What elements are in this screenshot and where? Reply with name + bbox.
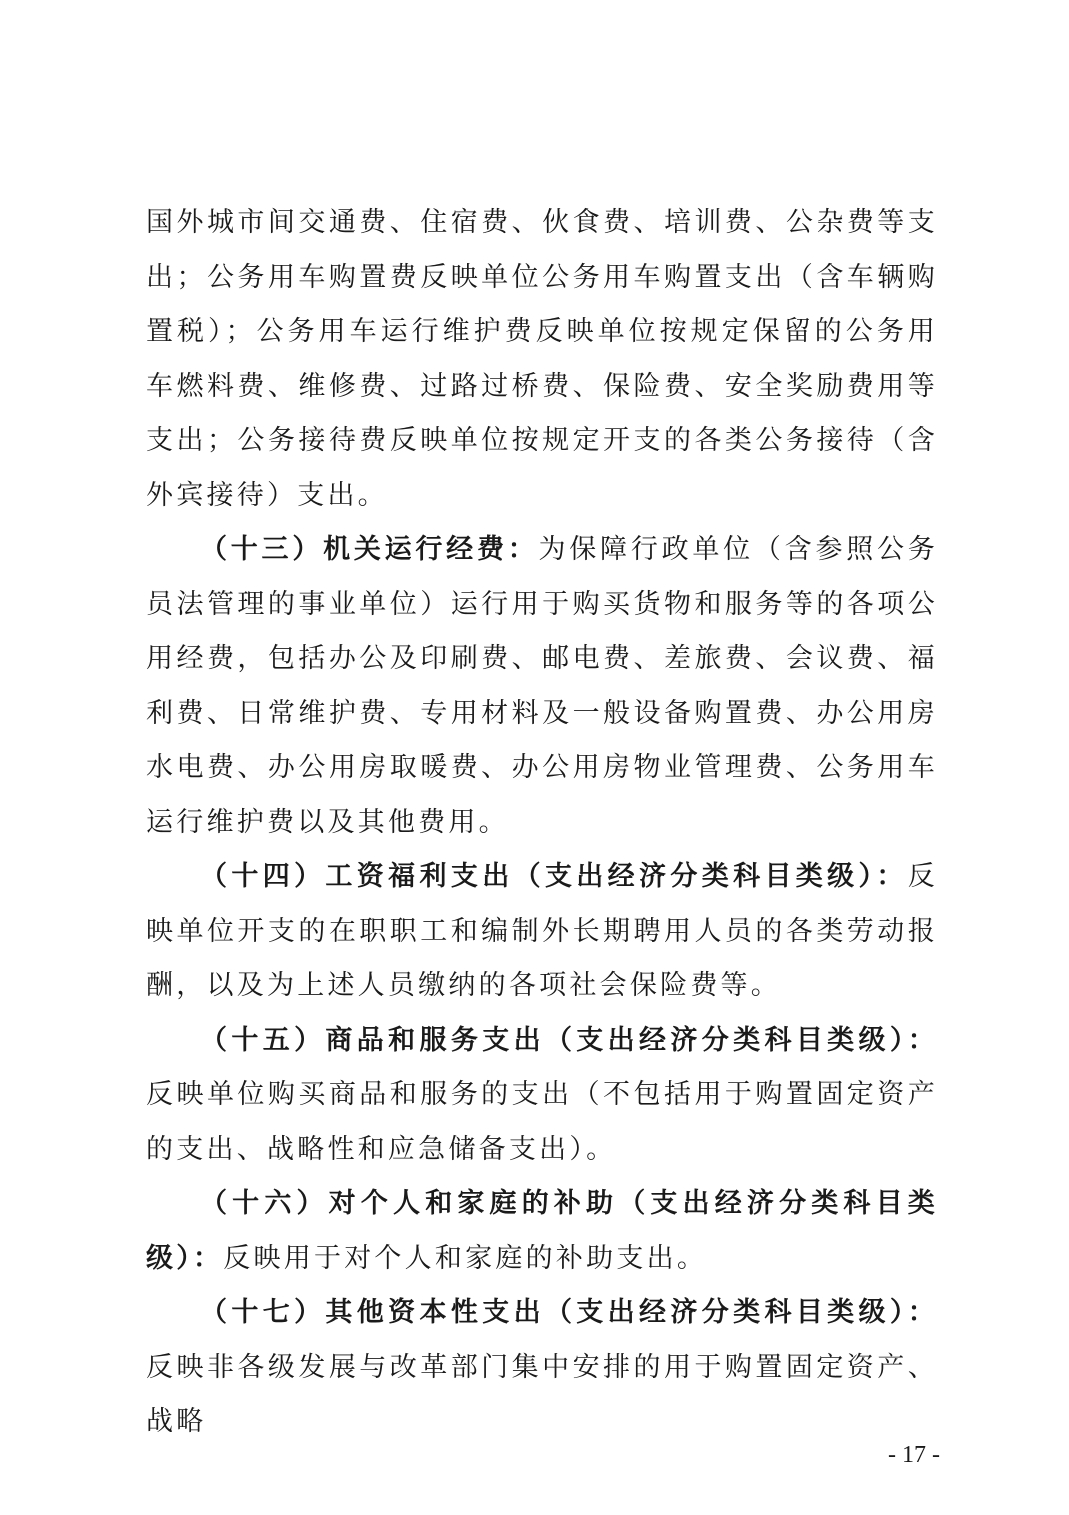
paragraph-item-15 <box>146 1014 938 1178</box>
paragraph-heading: （十五）商品和服务支出（支出经济分类科目类级）： <box>200 1024 938 1056</box>
paragraph-item-16 <box>146 1177 938 1286</box>
document-body <box>146 196 938 1450</box>
paragraph-heading: （十四）工资福利支出（支出经济分类科目类级）： <box>200 861 908 892</box>
paragraph-heading: （十七）其他资本性支出（支出经济分类科目类级）： <box>200 1297 938 1328</box>
paragraph-item-13 <box>146 523 938 850</box>
paragraph-item-17 <box>146 1286 938 1450</box>
paragraph-text: 为保障行政单位（含参照公务员法管理的事业单位）运行用于购买货物和服务等的各项公用经费，包括办公及印刷费、邮电费、差旅费、会议费、福利费、日常维护费、专用材料及一般设备购置费、办公用房水电费、办公用房取暖费、办公用房物业管理费、公务用车运行维护费以及其他费用。 <box>146 534 939 838</box>
paragraph-heading: （十六）对个人和家庭的补助（支出经济分类科目类级）： <box>146 1188 938 1274</box>
paragraph-item-14 <box>146 850 938 1014</box>
paragraph-text: 反映用于对个人和家庭的补助支出。 <box>223 1242 708 1274</box>
paragraph-text: 国外城市间交通费、住宿费、伙食费、培训费、公杂费等支出；公务用车购置费反映单位公务用车购置支出（含车辆购置税）；公务用车运行维护费反映单位按规定保留的公务用车燃料费、维修费、过路过桥费、保险费、安全奖励费用等支出；公务接待费反映单位按规定开支的各类公务接待（含外宾接待）支出。 <box>146 207 938 511</box>
paragraph-text: 反映单位购买商品和服务的支出（不包括用于购置固定资产的支出、战略性和应急储备支出）。 <box>146 1079 938 1165</box>
paragraph-continued <box>146 196 938 523</box>
paragraph-heading: （十三）机关运行经费： <box>200 534 539 565</box>
paragraph-text: 反映单位开支的在职职工和编制外长期聘用人员的各类劳动报酬，以及为上述人员缴纳的各项社会保险费等。 <box>146 861 938 1001</box>
page-number: - 17 - <box>888 1442 940 1468</box>
paragraph-text: 反映非各级发展与改革部门集中安排的用于购置固定资产、战略 <box>146 1351 938 1437</box>
